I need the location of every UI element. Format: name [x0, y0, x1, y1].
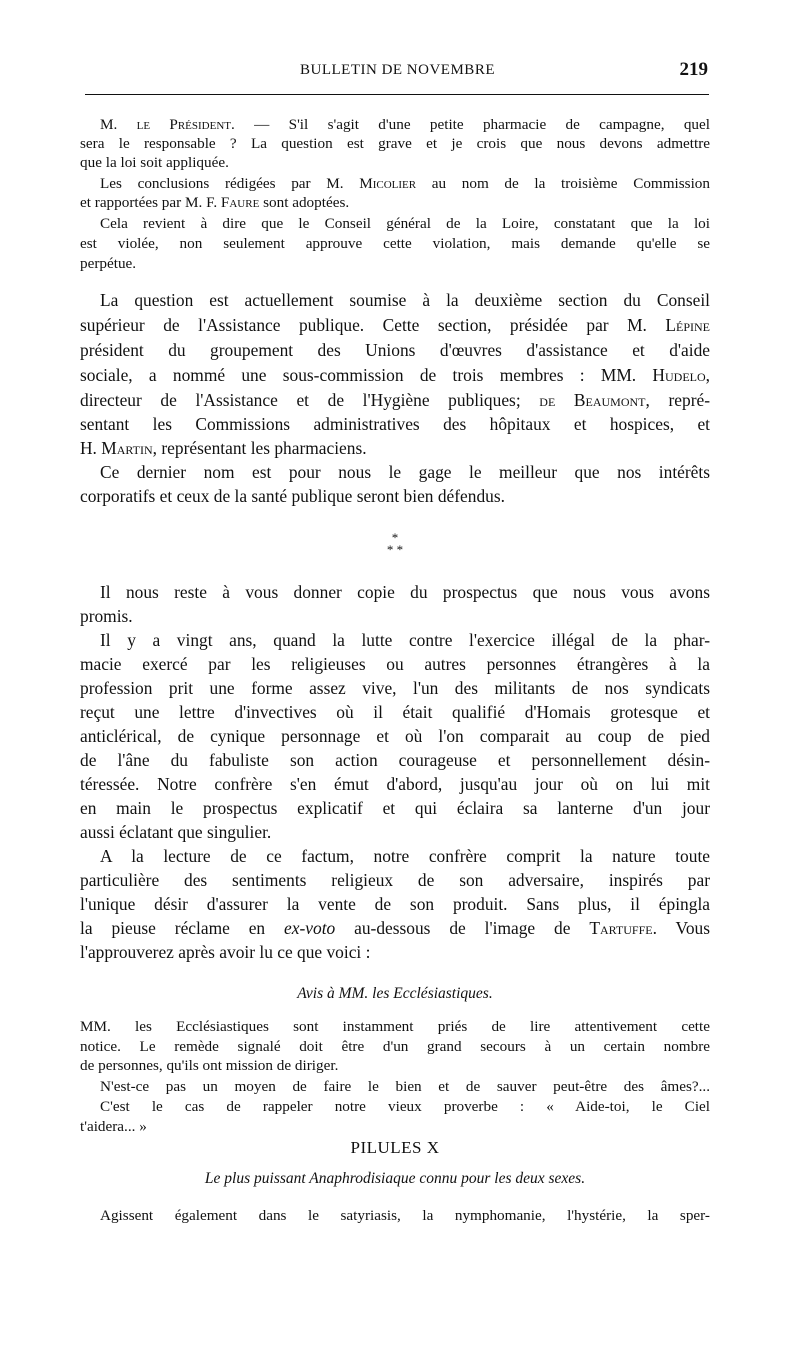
text-line: en main le prospectus explicatif et qui éclaira sa lanterne d'un jour — [80, 798, 710, 818]
text-line: t'aidera... » — [80, 1118, 147, 1135]
text-line: sentant les Commissions administratives des hôpitaux et hospices, et — [80, 414, 710, 434]
prospectus-title: Avis à MM. les Ecclésiastiques. — [297, 985, 493, 1002]
text-line: C'est le cas de rappeler notre vieux proverbe : « Aide-toi, le Ciel — [100, 1098, 710, 1115]
asterism-bottom: * * — [386, 542, 404, 557]
text-line: supérieur de l'Assistance publique. Cette section, présidée par M. Lépine — [80, 315, 710, 335]
text-line: corporatifs et ceux de la santé publique seront bien défendus. — [80, 486, 505, 506]
text-line: la pieuse réclame en ex-voto au-dessous de l'image de Tartuffe. Vous — [80, 918, 711, 938]
text-line: sociale, a nommé une sous-commission de trois membres : MM. Hudelo, — [80, 365, 710, 385]
text-line: de personnes, qu'ils ont mission de diriger. — [80, 1057, 339, 1074]
text-line: de l'âne du fabuliste son action courageuse et personnellement désin- — [80, 750, 710, 770]
text-line: téressée. Notre confrère s'en émut d'abord, jusqu'au jour où on lui mit — [80, 774, 710, 794]
text-line: macie exercé par les religieuses ou autres personnes étrangères à la — [80, 654, 710, 674]
text-line: Cela revient à dire que le Conseil général de la Loire, constatant que la loi — [100, 215, 710, 232]
text-line: Les conclusions rédigées par M. Micolier au nom de la troisième Commission — [100, 175, 710, 192]
text-line: A la lecture de ce factum, notre confrère comprit la nature toute — [100, 846, 710, 866]
prospectus-subtitle: Le plus puissant Anaphrodisiaque connu pour les deux sexes. — [204, 1170, 586, 1187]
text-line: Ce dernier nom est pour nous le gage le meilleur que nos intérêts — [100, 462, 710, 482]
text-line: profession prit une forme assez vive, l'un des militants de nos syndicats — [80, 678, 710, 698]
prospectus-heading: PILULES X — [350, 1138, 440, 1157]
text-line: perpétue. — [80, 255, 137, 272]
running-title: BULLETIN DE NOVEMBRE — [300, 62, 495, 78]
text-line: est violée, non seulement approuve cette violation, mais demande qu'elle se — [80, 235, 710, 252]
text-line: H. Martin, représentant les pharmaciens. — [80, 438, 367, 458]
asterism-top: * — [391, 530, 399, 545]
text-line: et rapportées par M. F. Faure sont adoptées. — [80, 194, 350, 211]
header-rule — [85, 94, 709, 95]
text-line: Il nous reste à vous donner copie du prospectus que nous vous avons — [100, 582, 710, 602]
text-line: notice. Le remède signalé doit être d'un grand secours à un certain nombre — [80, 1038, 710, 1055]
text-line: particulière des sentiments religieux de son adversaire, inspirés par — [80, 870, 710, 890]
page-number: 219 — [679, 59, 708, 80]
text-line: sera le responsable ? La question est grave et je crois que nous devons admettre — [80, 135, 710, 152]
text-line: que la loi soit appliquée. — [80, 154, 229, 171]
text-line: l'unique désir d'assurer la vente de son produit. Sans plus, il épingla — [80, 894, 710, 914]
text-line: directeur de l'Assistance et de l'Hygiène publiques; de Beaumont, repré- — [80, 390, 711, 410]
text-line: aussi éclatant que singulier. — [80, 822, 272, 842]
text-line: M. le Président. — S'il s'agit d'une petite pharmacie de campagne, quel — [100, 116, 710, 133]
text-line: MM. les Ecclésiastiques sont instamment priés de lire attentivement cette — [80, 1018, 710, 1035]
text-line: président du groupement des Unions d'œuvres d'assistance et d'aide — [80, 340, 710, 360]
text-line: Il y a vingt ans, quand la lutte contre l'exercice illégal de la phar- — [100, 630, 710, 650]
page-header — [80, 59, 710, 84]
text-line: l'approuverez après avoir lu ce que voici : — [80, 942, 371, 962]
text-line: reçut une lettre d'invectives où il était qualifié d'Homais grotesque et — [80, 702, 710, 722]
text-line: promis. — [80, 606, 133, 626]
text-line: La question est actuellement soumise à la deuxième section du Conseil — [100, 290, 710, 310]
text-line: anticlérical, de cynique personnage et où l'on comparait au coup de pied — [80, 726, 710, 746]
text-line: N'est-ce pas un moyen de faire le bien et de sauver peut-être des âmes?... — [100, 1078, 710, 1095]
text-line: Agissent également dans le satyriasis, la nymphomanie, l'hystérie, la sper- — [100, 1207, 710, 1224]
